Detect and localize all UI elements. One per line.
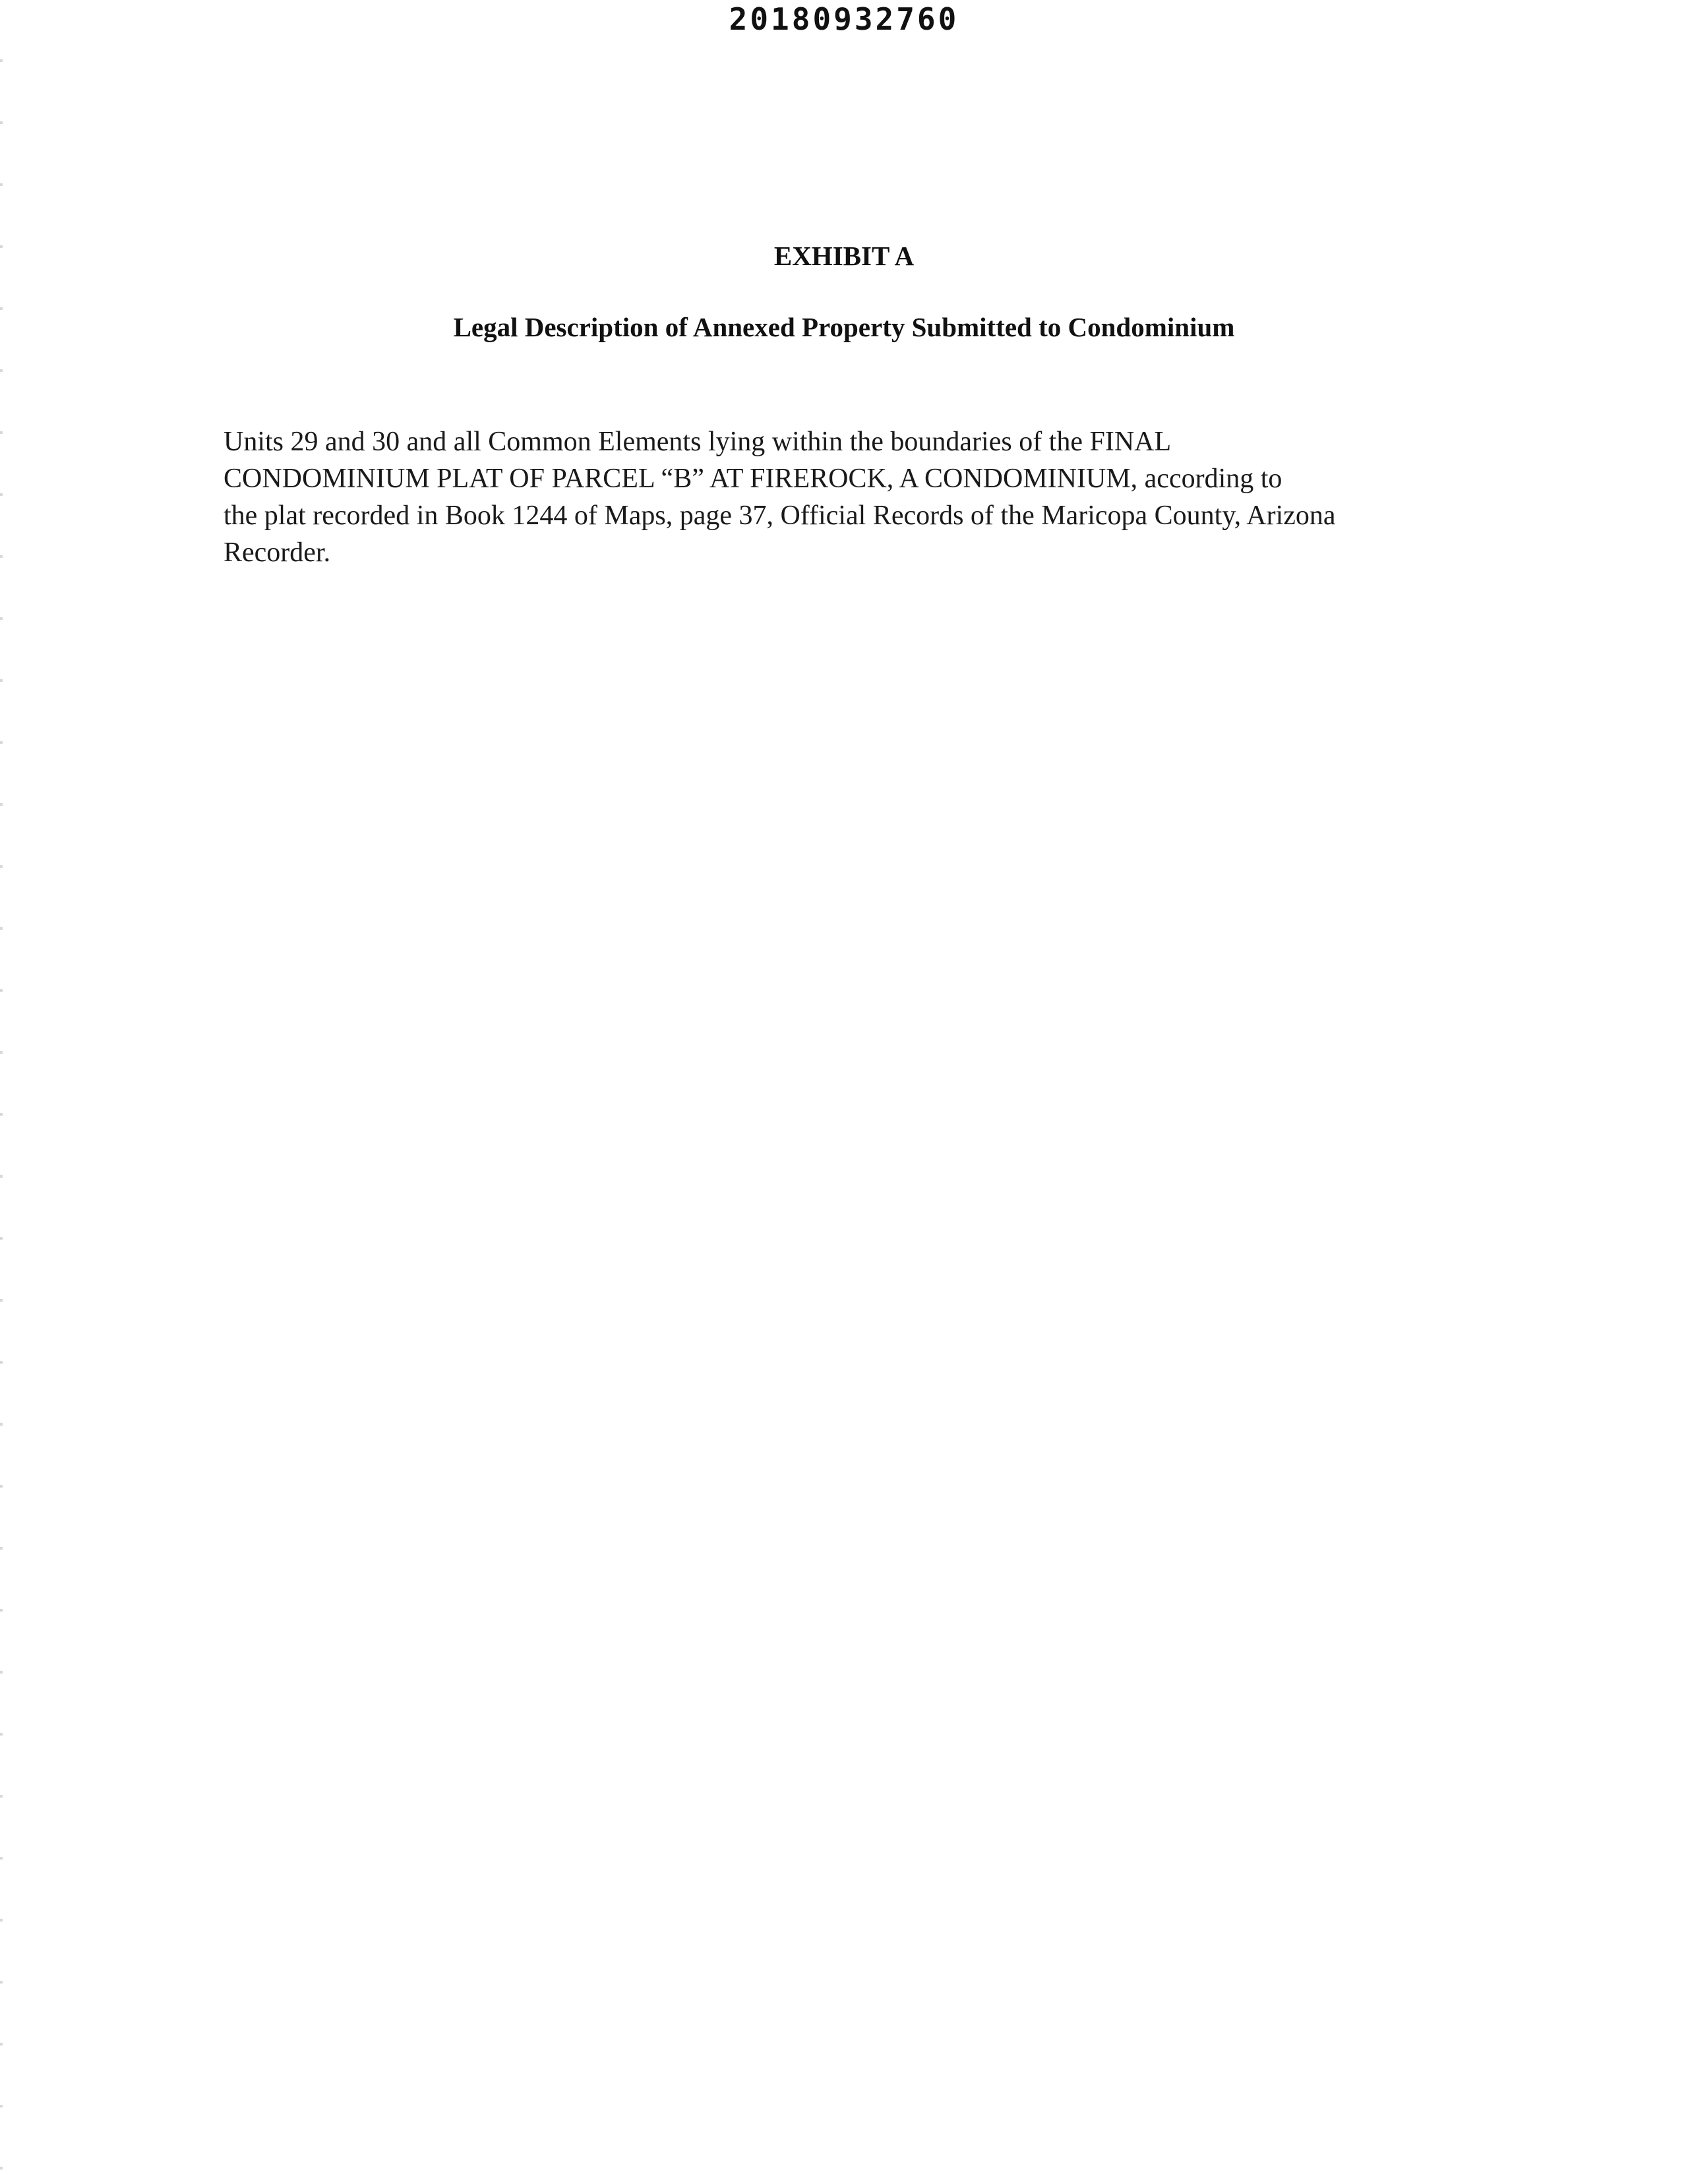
recording-number: 20180932760 bbox=[729, 1, 959, 37]
legal-description-line: Units 29 and 30 and all Common Elements lying within the boundaries of the FINAL bbox=[224, 427, 1172, 457]
legal-description-paragraph bbox=[224, 423, 1476, 571]
legal-description-line: the plat recorded in Book 1244 of Maps, page 37, Official Records of the Maricopa County, Arizona bbox=[224, 501, 1336, 531]
legal-description-line: Recorder. bbox=[224, 537, 331, 568]
legal-description-line: CONDOMINIUM PLAT OF PARCEL “B” AT FIREROCK, A CONDOMINIUM, according to bbox=[224, 464, 1282, 494]
exhibit-title: EXHIBIT A bbox=[773, 241, 915, 271]
exhibit-subtitle: Legal Description of Annexed Property Submitted to Condominium bbox=[453, 312, 1235, 342]
